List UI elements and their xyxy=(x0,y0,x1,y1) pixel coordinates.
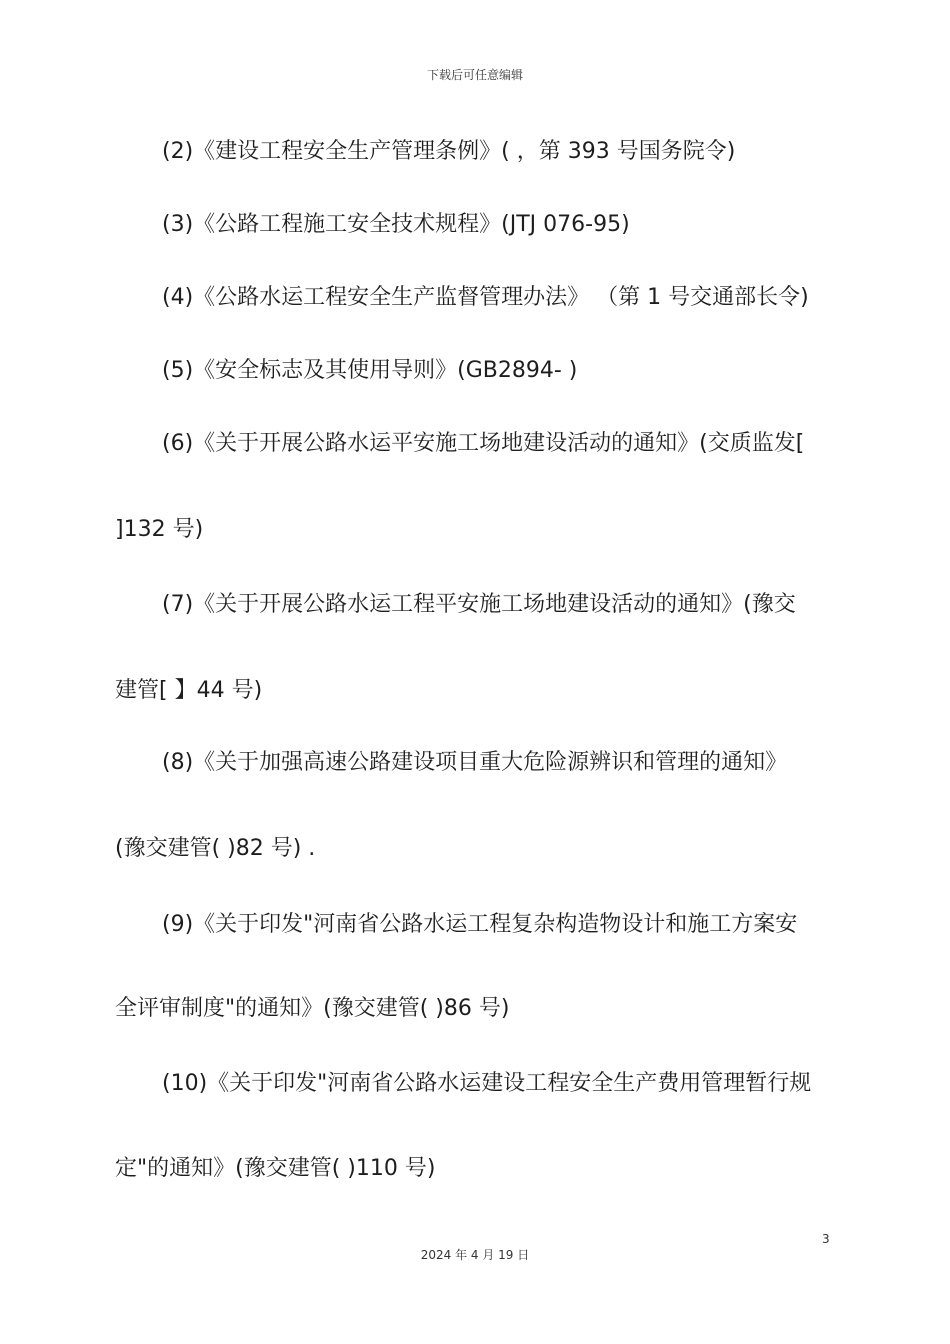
reference-item-10: (10)《关于印发"河南省公路水运建设工程安全生产费用管理暂行规 xyxy=(162,1071,812,1096)
page-number: 3 xyxy=(822,1232,830,1246)
reference-item-8: (8)《关于加强高速公路建设项目重大危险源辨识和管理的通知》 xyxy=(162,750,788,775)
footer-date: 2024 年 4 月 19 日 xyxy=(420,1248,530,1262)
reference-item-7: (7)《关于开展公路水运工程平安施工场地建设活动的通知》(豫交 xyxy=(162,592,796,617)
reference-item-4: (4)《公路水运工程安全生产监督管理办法》 （第 1 号交通部长令) xyxy=(162,285,809,310)
reference-item-6-continued: ]132 号) xyxy=(115,517,204,542)
reference-item-5: (5)《安全标志及其使用导则》(GB2894- ) xyxy=(162,358,578,383)
page-header: 下载后可任意编辑 xyxy=(426,68,523,82)
reference-item-9: (9)《关于印发"河南省公路水运工程复杂构造物设计和施工方案安 xyxy=(162,912,798,937)
reference-item-10-continued: 定"的通知》(豫交建管( )110 号) xyxy=(115,1156,436,1181)
reference-item-7-continued: 建管[ 】44 号) xyxy=(115,678,263,703)
reference-item-8-continued: (豫交建管( )82 号) . xyxy=(115,836,316,861)
reference-item-9-continued: 全评审制度"的通知》(豫交建管( )86 号) xyxy=(115,996,510,1021)
reference-item-2: (2)《建设工程安全生产管理条例》( ，第 393 号国务院令) xyxy=(162,139,736,164)
reference-item-3: (3)《公路工程施工安全技术规程》(JTJ 076-95) xyxy=(162,212,630,237)
reference-item-6: (6)《关于开展公路水运平安施工场地建设活动的通知》(交质监发[ xyxy=(162,431,805,456)
